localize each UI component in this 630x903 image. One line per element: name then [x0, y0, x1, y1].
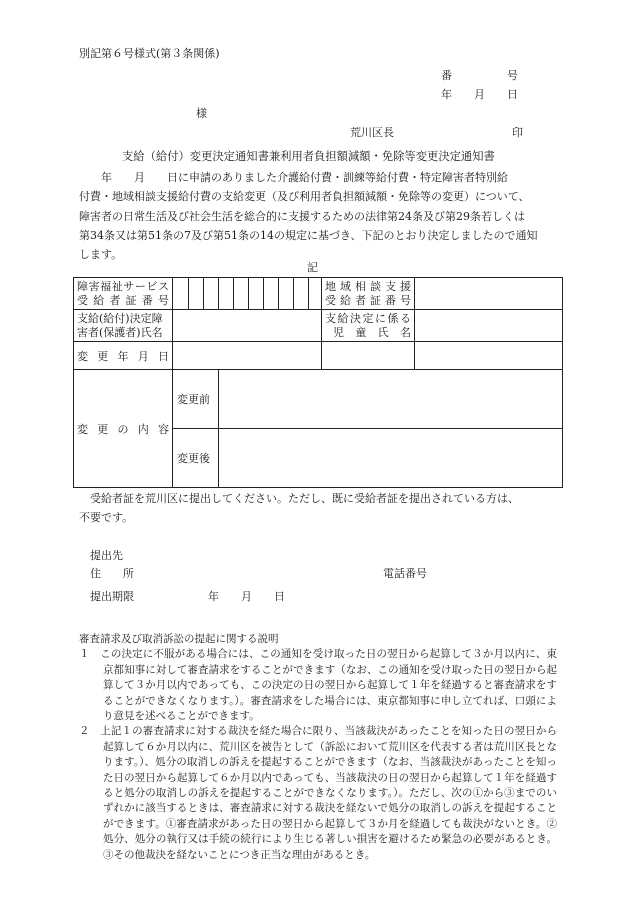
service-number-digit[interactable]	[173, 278, 189, 310]
document-title: 支給（給付）変更決定通知書兼利用者負担額減額・免除等変更決定通知書	[122, 150, 495, 163]
service-number-digit[interactable]	[264, 278, 279, 310]
change-date-value[interactable]	[173, 342, 322, 370]
recipient-name-label: 支給(給付)決定障 害者(保護者)氏名	[74, 310, 173, 342]
intro-line: します。	[79, 248, 123, 262]
intro-line: 年 月 日に申請のありました介護給付費・訓練等給付費・特定障害者特別給	[79, 171, 508, 184]
service-number-digit[interactable]	[189, 278, 204, 310]
issue-date: 年 月 日	[441, 88, 518, 101]
notice-line: 不要です。	[79, 511, 134, 525]
form-number: 別記第６号様式(第３条関係)	[79, 47, 220, 60]
ki-heading: 記	[307, 261, 318, 274]
child-name-label: 支給決定に係る 児童氏名	[322, 310, 415, 342]
service-number-label: 障害福祉サービス 受給者証番号	[74, 278, 173, 310]
deadline-date: 年 月 日	[208, 590, 285, 603]
change-content-label: 変更の内容	[74, 370, 173, 488]
deadline-label: 提出期限	[90, 590, 134, 603]
notice-line: 受給者証を荒川区に提出してください。ただし、既に受給者証を提出されている方は、	[79, 492, 519, 505]
service-number-digit[interactable]	[204, 278, 219, 310]
issuer-name: 荒川区長	[350, 126, 394, 139]
service-number-digit[interactable]	[279, 278, 294, 310]
address-label: 住 所	[90, 567, 134, 580]
submit-notice	[79, 489, 554, 528]
after-label: 変更後	[173, 429, 219, 488]
change-date-extra-value[interactable]	[415, 342, 563, 370]
service-number-digit[interactable]	[234, 278, 249, 310]
recipient-name-value[interactable]	[173, 310, 322, 342]
before-value[interactable]	[219, 370, 563, 429]
chiiki-number-value[interactable]	[415, 278, 563, 310]
child-name-value[interactable]	[415, 310, 563, 342]
intro-line: 付費・地域相談支援給付費の支給変更（及び利用者負担額減額・免除等の変更）について、	[79, 190, 530, 204]
phone-label: 電話番号	[383, 567, 427, 580]
change-date-extra[interactable]	[322, 342, 415, 370]
appeal-section	[79, 632, 557, 863]
chiiki-number-label: 地域相談支援 受給者証番号	[322, 278, 415, 310]
before-label: 変更前	[173, 370, 219, 429]
change-date-label: 変更年月日	[74, 342, 173, 370]
after-value[interactable]	[219, 429, 563, 488]
recipient-honorific: 様	[196, 107, 207, 120]
service-number-digit[interactable]	[219, 278, 234, 310]
service-number-digit[interactable]	[249, 278, 264, 310]
service-number-digit[interactable]	[294, 278, 309, 310]
appeal-item: １ この決定に不服がある場合には、この通知を受け取った日の翌日から起算して３か月以内に、東京都知事に対して審査請求をすることができます（なお、この通知を受け取った日の翌日から起算して３か月以内であっても、この決定の日の翌日から起算して１年を経過すると審査請求をすることができなくなります。）。審査請求をした場合には、東京都知事に申し立てれば、口頭により意見を述べることができます。	[79, 648, 557, 723]
reference-number: 番 号	[441, 69, 518, 82]
appeal-heading: 審査請求及び取消訴訟の提起に関する説明	[79, 633, 279, 645]
intro-line: 障害者の日常生活及び社会生活を総合的に支援するための法律第24条及び第29条若しくは	[79, 209, 525, 223]
seal-mark: 印	[512, 126, 523, 139]
service-number-digit[interactable]	[309, 278, 322, 310]
appeal-item: ２ 上記１の審査請求に対する裁決を経た場合に限り、当該裁決があったことを知った日の翌日から起算して６か月以内に、荒川区を被告として（訴訟において荒川区を代表する者は荒川区長となります。）、処分の取消しの訴えを提起することができます（なお、当該裁決があったことを知った日の翌日から起算して６か月以内であっても、当該裁決の日の翌日から起算して１年を経過すると処分の取消しの訴えを提起することができなくなります。）。ただし、次の①から③までのいずれかに該当するときは、審査請求に対する裁決を経ないで処分の取消しの訴えを提起することができます。①審査請求があった日の翌日から起算して３か月を経過しても裁決がないとき。②処分、処分の執行又は手続の続行により生じる著しい損害を避けるため緊急の必要があるとき。③その他裁決を経ないことにつき正当な理由があるとき。	[79, 725, 557, 861]
submit-heading: 提出先	[90, 549, 123, 562]
decision-table	[73, 277, 563, 488]
intro-line: 第34条又は第51条の7及び第51条の14の規定に基づき、下記のとおり決定しましたので通知	[79, 228, 538, 242]
intro-paragraph	[79, 168, 554, 264]
